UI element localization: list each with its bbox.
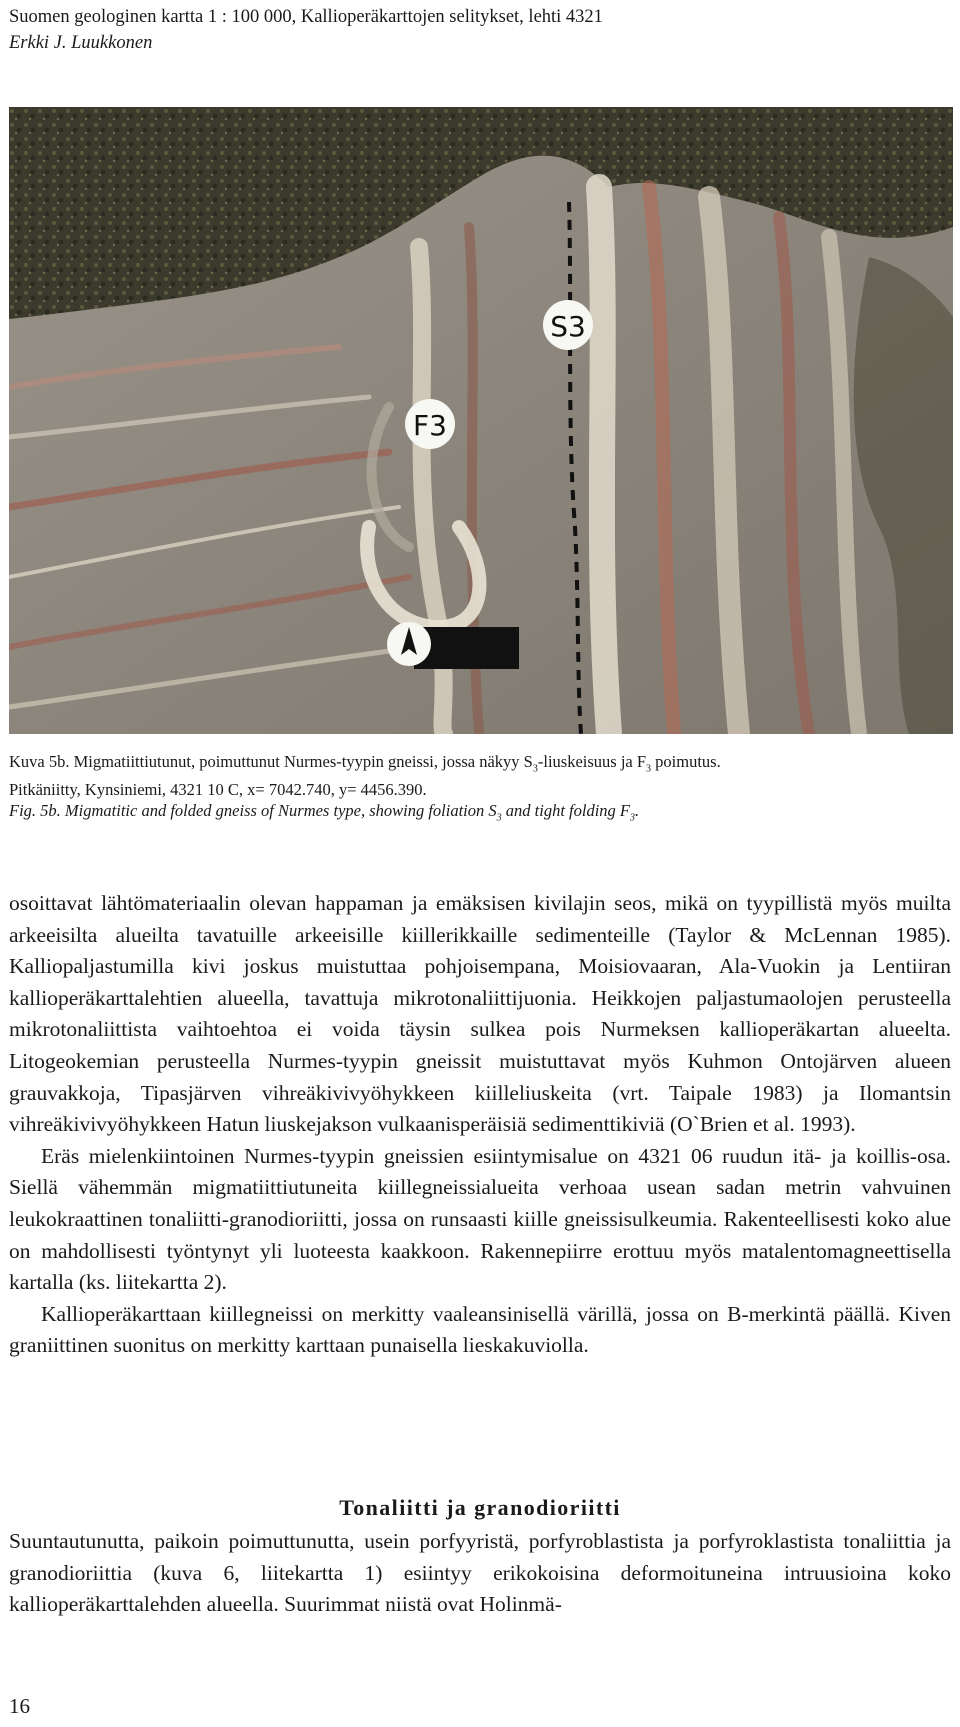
north-arrow-scale-marker (387, 622, 519, 669)
running-header (9, 4, 603, 56)
section-heading: Tonaliitti ja granodioriitti (339, 1495, 621, 1520)
series-title: Suomen geologinen kartta 1 : 100 000, Kallioperäkarttojen selitykset, lehti 4321 (9, 7, 603, 27)
s3-label-marker (543, 300, 593, 350)
f3-label-marker (405, 399, 455, 449)
author-name: Erkki J. Luukkonen (9, 33, 153, 53)
paragraph: osoittavat lähtömateriaalin olevan happaman ja emäksisen kivilajin seos, mikä on tyypillistä myös muilta arkeeisilta alueilta tavatuille arkeeisille kiillerikkaille sedimenteille (Taylor & McLennan 1985). Kalliopaljastumilla kivi joskus muistuttaa pohjoisempana, Moisiovaaran, Ala-Vuokin ja Lentiiran kallioperäkarttalehtien alueella, tavattuja mikrotonaliittijuonia. Heikkojen paljastumaolojen perusteella mikrotonaliittista vaihtoehtoa ei voida täysin sulkea pois Nurmeksen kallioperäkartan alueelta. Litogeokemian perusteella Nurmes-tyypin gneissit muistuttavat myös Kuhmon Ontojärven alueen grauvakkoja, Tipasjärven vihreäkivivyöhykkeen kiilleliuskeita (vrt. Taipale 1983) ja Ilomantsin vihreäkivivyöhykkeen Hatun liuskejakson vulkaanisperäisiä sedimenttikiviä (O`Brien et al. 1993). (9, 891, 951, 1137)
page-number: 16 (9, 1694, 30, 1718)
caption-english: Fig. 5b. Migmatitic and folded gneiss of Nurmes type, showing foliation $S_3$ and tight folding $F_3$. (9, 801, 640, 824)
s3-label: S3 (550, 310, 586, 343)
outcrop-photo (9, 107, 953, 734)
paragraph: Suuntautunutta, paikoin poimuttunutta, usein porfyyristä, porfyroblastista ja porfyroklastista tonaliittia ja granodioriittia (kuva 6, liitekartta 1) esiintyy erikokoisina deformoituneina intruusioina koko kallioperäkarttalehden alueella. Suurimmat niistä ovat Holinmä- (9, 1529, 951, 1617)
caption-finnish-line1: Kuva 5b. Migmatiittiutunut, poimuttunut Nurmes-tyypin gneissi, jossa näkyy $S_3$-liuskeisuus ja $F_3$ poimutus. (9, 752, 721, 775)
f3-label: F3 (413, 409, 447, 442)
outcrop-photo-drawing (9, 107, 953, 734)
caption-finnish-line2: Pitkäniitty, Kynsiniemi, 4321 10 C, x= 7042.740, y= 4456.390. (9, 780, 427, 800)
section-body-text (9, 1526, 951, 1621)
body-text (9, 888, 951, 1362)
figure-caption (9, 751, 953, 829)
paragraph: Kallioperäkarttaan kiillegneissi on merkitty vaaleansinisellä värillä, jossa on B-merkintä päällä. Kiven graniittinen suonitus on merkitty karttaan punaisella lieskakuviolla. (9, 1301, 951, 1358)
paragraph: Eräs mielenkiintoinen Nurmes-tyypin gneissien esiintymisalue on 4321 06 ruudun itä- ja koillis-osa. Siellä vähemmän migmatiittiutuneita kiillegneissialueita verhoaa usean sadan metrin vahvuinen leukokraattinen tonaliitti-granodioriitti, jossa on runsaasti kiille gneissisulkeumia. Rakenteellisesti koko alue on mahdollisesti työntynyt yli luoteesta kaakkoon. Rakennepiirre erottuu myös matalentomagneettisella kartalla (ks. liitekartta 2). (9, 1143, 951, 1295)
